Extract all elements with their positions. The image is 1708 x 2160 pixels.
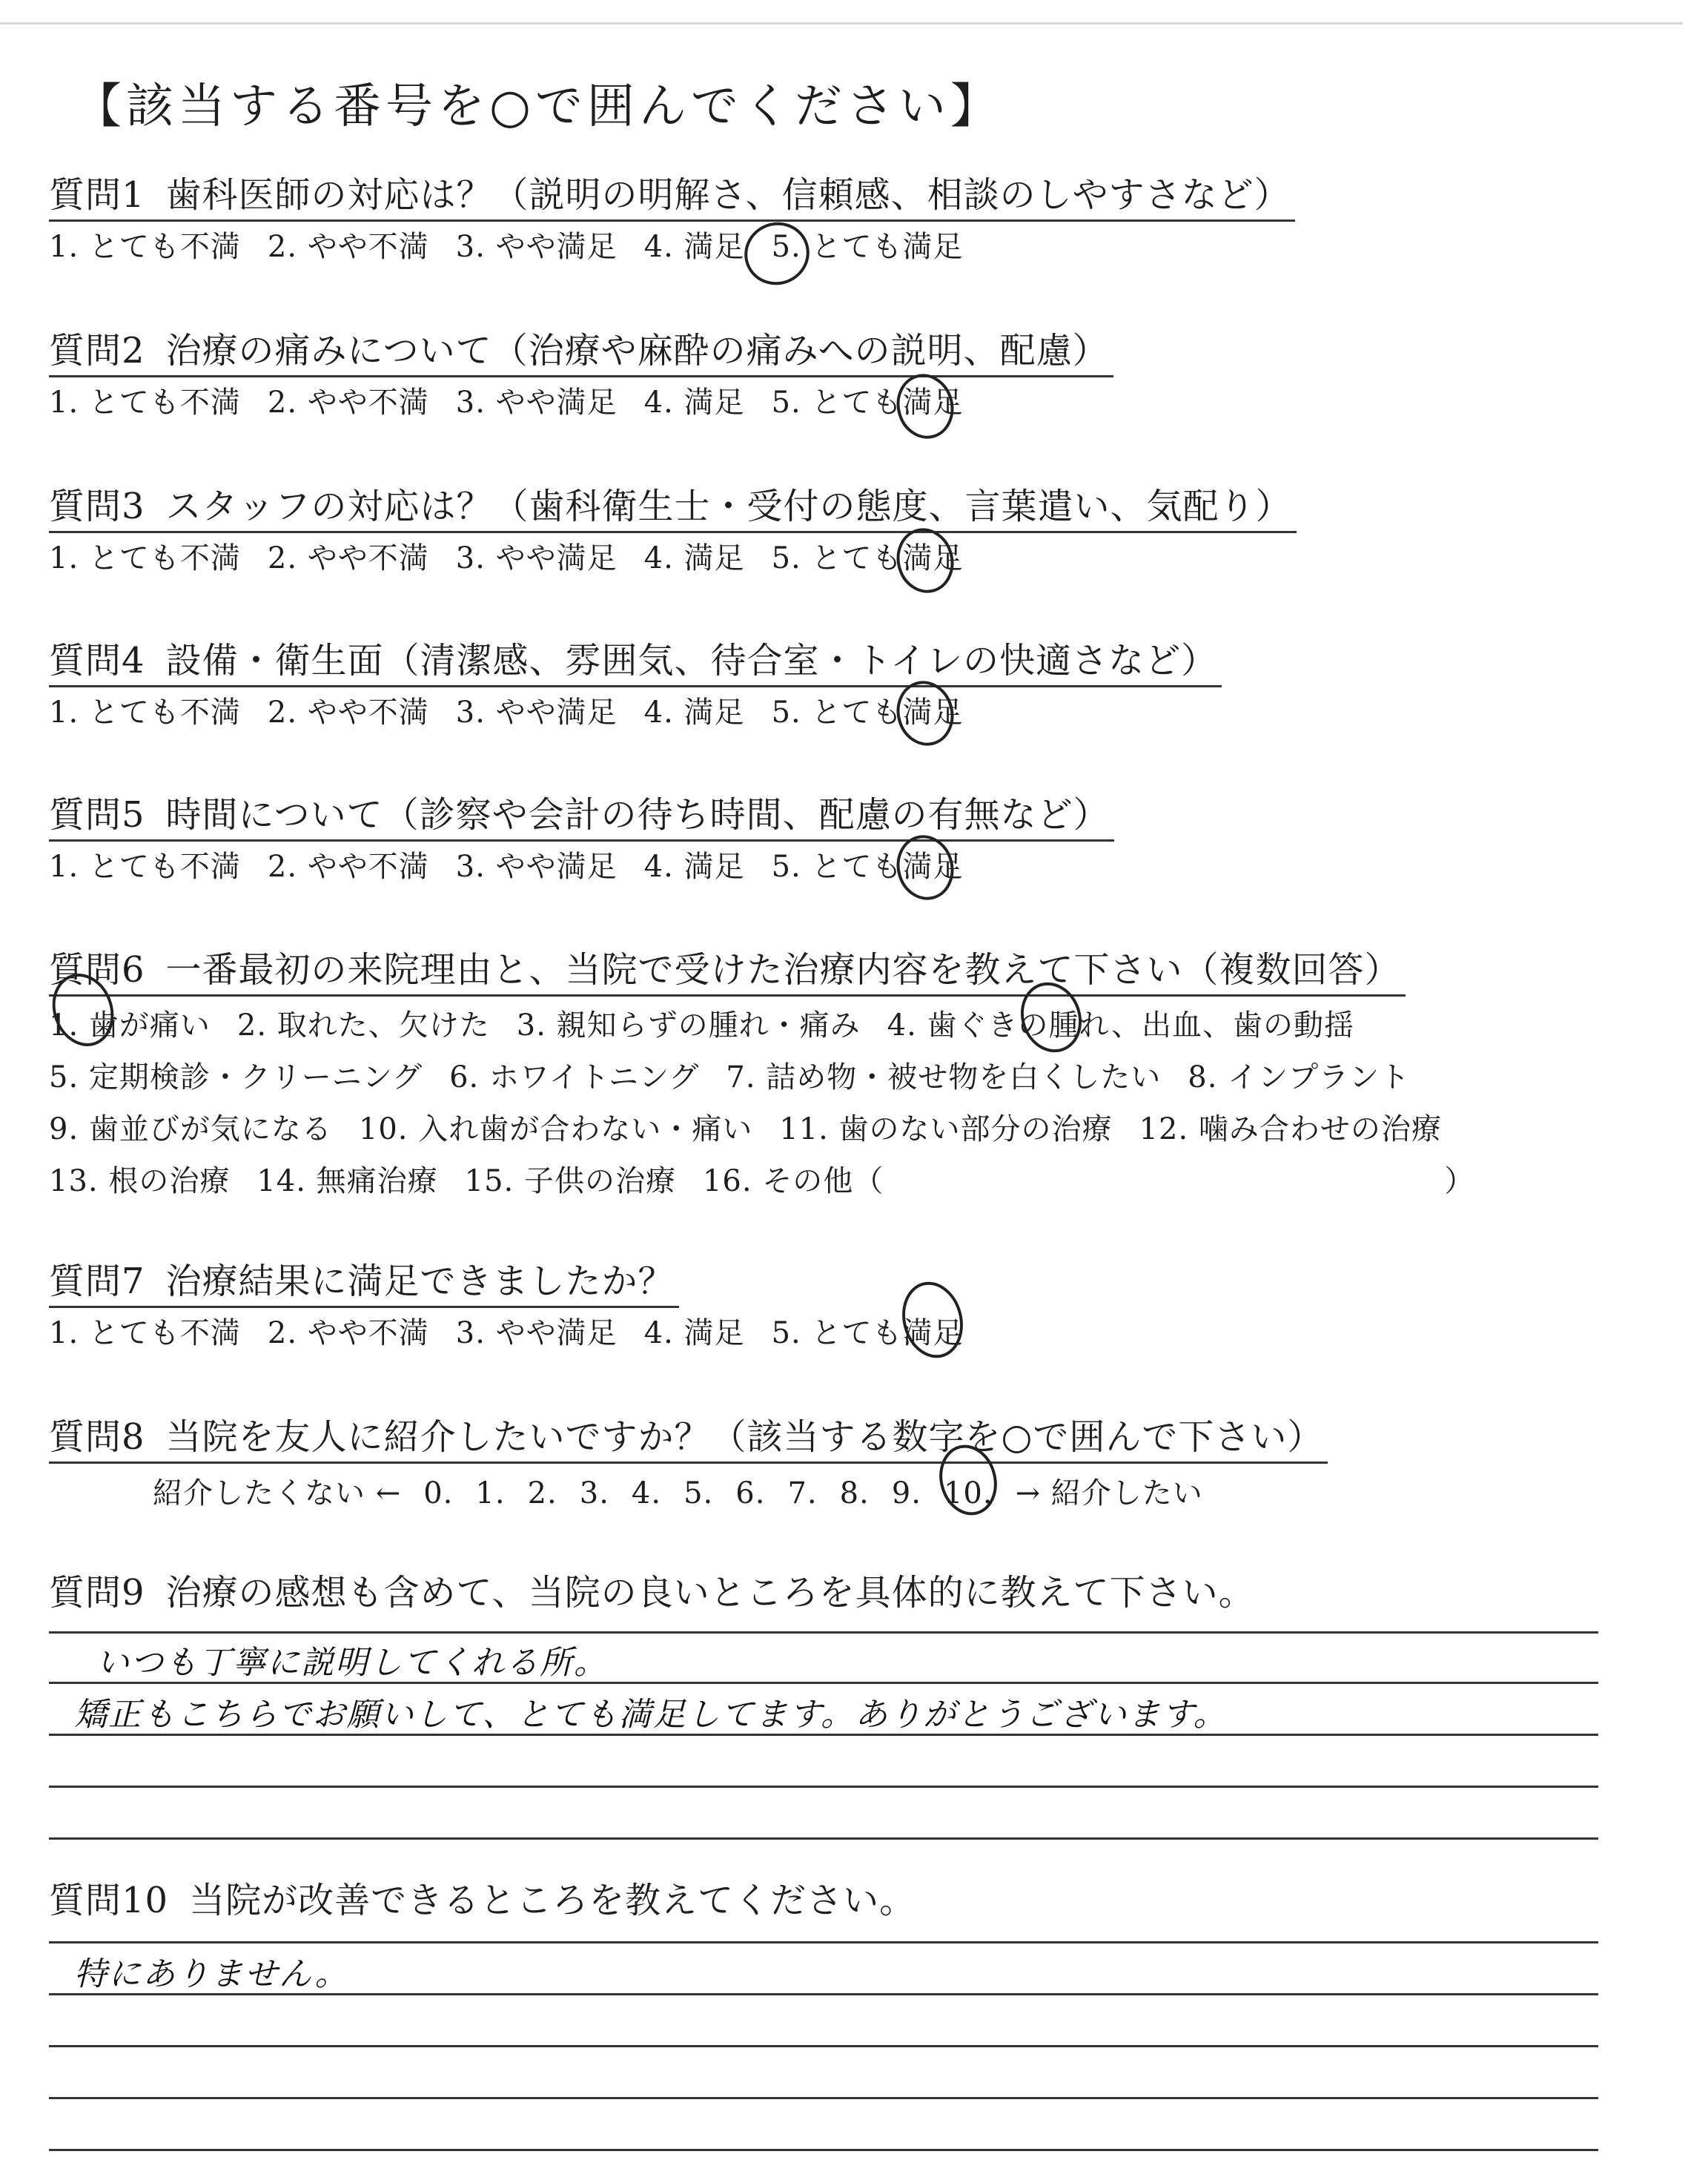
option-5[interactable]: 5. 定期検診・クリーニング xyxy=(49,1060,423,1094)
question-title: 質問2 治療の痛みについて（治療や麻酔の痛みへの説明、配慮） xyxy=(49,326,1113,377)
question-title: 質問3 スタッフの対応は？（歯科衛生士・受付の態度、言葉遣い、気配り） xyxy=(49,482,1297,533)
handwritten-answer-line: 矯正もこちらでお願いして、とても満足してます。ありがとうございます。 xyxy=(74,1696,1228,1734)
option-2[interactable]: 2. やや不満 xyxy=(267,230,429,264)
option-2[interactable]: 2. やや不満 xyxy=(267,386,429,420)
option-3[interactable]: 3. やや満足 xyxy=(455,1316,618,1350)
scale-9[interactable]: 9. xyxy=(891,1476,921,1510)
option-1[interactable]: 1. とても不満 xyxy=(49,696,241,730)
option-5[interactable]: 5. とても満足 xyxy=(771,230,964,264)
option-8[interactable]: 8. インプラント xyxy=(1188,1060,1411,1094)
q4-selection-circle xyxy=(891,676,959,750)
option-5[interactable]: 5. とても満足 xyxy=(771,850,964,884)
option-15[interactable]: 15. 子供の治療 xyxy=(464,1164,676,1198)
scale-1[interactable]: 1. xyxy=(475,1476,506,1510)
option-3[interactable]: 3. やや満足 xyxy=(455,696,618,730)
option-4[interactable]: 4. 満足 xyxy=(643,850,745,884)
option-9[interactable]: 9. 歯並びが気になる xyxy=(49,1112,332,1146)
option-3[interactable]: 3. やや満足 xyxy=(455,386,618,420)
option-3[interactable]: 3. 親知らずの腫れ・痛み xyxy=(516,1008,861,1043)
option-5[interactable]: 5. とても満足 xyxy=(771,386,964,420)
scale-5[interactable]: 5. xyxy=(683,1476,714,1510)
option-4[interactable]: 4. 満足 xyxy=(643,696,745,730)
question-title: 質問10 当院が改善できるところを教えてください。 xyxy=(49,1880,916,1921)
option-12[interactable]: 12. 噛み合わせの治療 xyxy=(1139,1112,1442,1146)
option-13[interactable]: 13. 根の治療 xyxy=(49,1164,231,1198)
option-6[interactable]: 6. ホワイトニング xyxy=(449,1060,700,1094)
handwritten-answer-line: いつも丁寧に説明してくれる所。 xyxy=(96,1644,608,1682)
option-11[interactable]: 11. 歯のない部分の治療 xyxy=(779,1112,1113,1146)
question-title: 質問1 歯科医師の対応は？（説明の明解さ、信頼感、相談のしやすさなど） xyxy=(49,171,1295,222)
option-5[interactable]: 5. とても満足 xyxy=(771,696,964,730)
option-2[interactable]: 2. やや不満 xyxy=(267,696,429,730)
scale-left-label: 紹介したくない ← xyxy=(153,1476,402,1510)
option-1[interactable]: 1. とても不満 xyxy=(49,541,241,575)
option-2[interactable]: 2. やや不満 xyxy=(267,541,429,575)
question-title: 質問7 治療結果に満足できましたか？ xyxy=(49,1257,679,1308)
option-16[interactable]: 16. その他（ xyxy=(702,1164,884,1198)
option-5[interactable]: 5. とても満足 xyxy=(771,1316,964,1350)
option-14[interactable]: 14. 無痛治療 xyxy=(256,1164,438,1198)
question-title: 質問8 当院を友人に紹介したいですか？（該当する数字を○で囲んで下さい） xyxy=(49,1413,1328,1464)
scale-4[interactable]: 4. xyxy=(631,1476,662,1510)
scale-7[interactable]: 7. xyxy=(787,1476,818,1510)
option-4[interactable]: 4. 満足 xyxy=(643,230,745,264)
option-1[interactable]: 1. とても不満 xyxy=(49,1316,241,1350)
q6-selection-circle-1 xyxy=(44,967,122,1053)
option-16-close: ） xyxy=(1444,1164,1475,1198)
option-2[interactable]: 2. 取れた、欠けた xyxy=(236,1008,490,1043)
option-3[interactable]: 3. やや満足 xyxy=(455,850,618,884)
question-title: 質問6 一番最初の来院理由と、当院で受けた治療内容を教えて下さい（複数回答） xyxy=(49,945,1406,997)
option-1[interactable]: 1. とても不満 xyxy=(49,230,241,264)
option-2[interactable]: 2. やや不満 xyxy=(267,1316,429,1350)
page-title: 【該当する番号を○で囲んでください】 xyxy=(74,79,1002,134)
q2-selection-circle xyxy=(891,369,959,443)
option-7[interactable]: 7. 詰め物・被せ物を白くしたい xyxy=(726,1060,1162,1094)
handwritten-answer-line: 特にありません。 xyxy=(74,1955,349,1993)
question-title: 質問9 治療の感想も含めて、当院の良いところを具体的に教えて下さい。 xyxy=(49,1572,1255,1614)
q6-selection-circle-4 xyxy=(1013,976,1090,1059)
option-3[interactable]: 3. やや満足 xyxy=(455,230,618,264)
q5-selection-circle xyxy=(891,830,959,905)
scale-2[interactable]: 2. xyxy=(527,1476,557,1510)
option-4[interactable]: 4. 歯ぐきの腫れ、出血、歯の動揺 xyxy=(887,1008,1354,1043)
question-title: 質問4 設備・衛生面（清潔感、雰囲気、待合室・トイレの快適さなど） xyxy=(49,636,1222,687)
option-1[interactable]: 1. とても不満 xyxy=(49,386,241,420)
q3-selection-circle xyxy=(891,524,959,598)
q1-selection-circle xyxy=(738,215,816,292)
option-2[interactable]: 2. やや不満 xyxy=(267,850,429,884)
option-5[interactable]: 5. とても満足 xyxy=(771,541,964,575)
scale-0[interactable]: 0. xyxy=(423,1476,454,1510)
option-10[interactable]: 10. 入れ歯が合わない・痛い xyxy=(358,1112,753,1146)
scale-8[interactable]: 8. xyxy=(839,1476,870,1510)
option-4[interactable]: 4. 満足 xyxy=(643,541,745,575)
scale-right-label: → 紹介したい xyxy=(1015,1476,1203,1510)
q7-selection-circle xyxy=(896,1277,969,1363)
option-1[interactable]: 1. 歯が痛い xyxy=(49,1008,211,1043)
scale-6[interactable]: 6. xyxy=(735,1476,766,1510)
option-4[interactable]: 4. 満足 xyxy=(643,1316,745,1350)
option-3[interactable]: 3. やや満足 xyxy=(455,541,618,575)
q8-selection-circle xyxy=(933,1440,1002,1520)
scale-10[interactable]: 10. xyxy=(943,1476,993,1510)
scale-3[interactable]: 3. xyxy=(579,1476,609,1510)
option-1[interactable]: 1. とても不満 xyxy=(49,850,241,884)
option-4[interactable]: 4. 満足 xyxy=(643,386,745,420)
question-title: 質問5 時間について（診察や会計の待ち時間、配慮の有無など） xyxy=(49,790,1114,842)
